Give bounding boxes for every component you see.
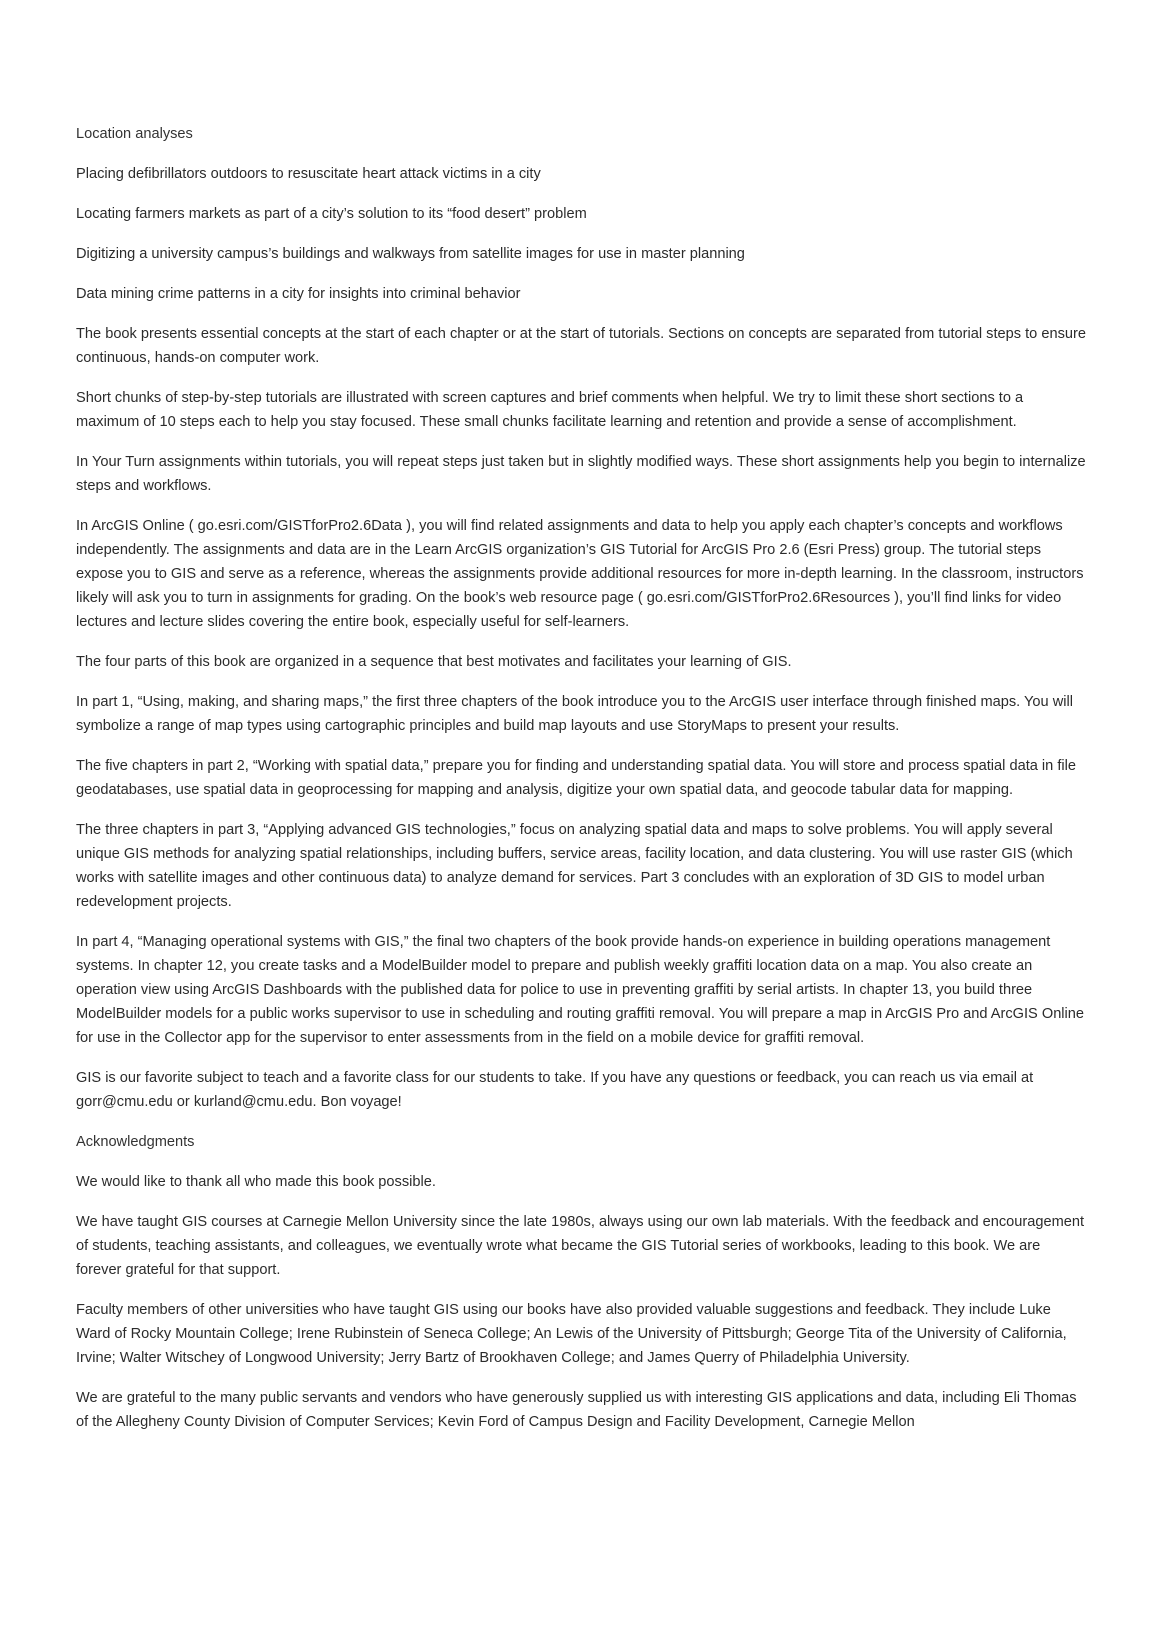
paragraph-favorite-subject: GIS is our favorite subject to teach and a favorite class for our students to take. If you have any questions or feedback, you can reach us via email at gorr@cmu.edu or kurland@cmu.edu. Bon voyage! — [76, 1070, 1034, 1110]
list-item-defibrillators: Placing defibrillators outdoors to resuscitate heart attack victims in a city — [76, 166, 541, 182]
paragraph-arcgis-online: In ArcGIS Online ( go.esri.com/GISTforPro2.6Data ), you will find related assignments and data to help you apply each chapter’s concepts and workflows independently. The assignments and data are in the Learn ArcGIS organization’s GIS Tutorial for ArcGIS Pro 2.6 (Esri Press) group. The tutorial steps expose you to GIS and serve as a reference, whereas the assignments provide additional resources for more in-depth learning. In the classroom, instructors likely will ask you to turn in assignments for grading. On the book’s web resource page ( go.esri.com/GISTforPro2.6Resources ), you’ll find links for video lectures and lecture slides covering the entire book, especially useful for self-learners. — [76, 518, 1084, 630]
paragraph-part-3: The three chapters in part 3, “Applying advanced GIS technologies,” focus on analyzing spatial data and maps to solve problems. You will apply several unique GIS methods for analyzing spatial relationships, including buffers, service areas, facility location, and data clustering. You will use raster GIS (which works with satellite images and other continuous data) to analyze demand for services. Part 3 concludes with an exploration of 3D GIS to model urban redevelopment projects. — [76, 822, 1073, 910]
paragraph-part-1: In part 1, “Using, making, and sharing maps,” the first three chapters of the book introduce you to the ArcGIS user interface through finished maps. You will symbolize a range of map types using cartographic principles and build map layouts and use StoryMaps to present your results. — [76, 694, 1073, 734]
list-item-digitizing-campus: Digitizing a university campus’s buildings and walkways from satellite images for use in master planning — [76, 246, 745, 262]
paragraph-thank-all: We would like to thank all who made this book possible. — [76, 1174, 436, 1190]
paragraph-carnegie-mellon: We have taught GIS courses at Carnegie Mellon University since the late 1980s, always using our own lab materials. With the feedback and encouragement of students, teaching assistants, and colleagues, we eventually wrote what became the GIS Tutorial series of workbooks, leading to this book. We are forever grateful for that support. — [76, 1214, 1085, 1278]
section-heading-location-analyses: Location analyses — [76, 126, 193, 142]
section-heading-acknowledgments: Acknowledgments — [76, 1134, 195, 1150]
list-item-data-mining-crime: Data mining crime patterns in a city for insights into criminal behavior — [76, 286, 521, 302]
paragraph-four-parts: The four parts of this book are organized in a sequence that best motivates and facilitates your learning of GIS. — [76, 654, 792, 670]
paragraph-your-turn: In Your Turn assignments within tutorials, you will repeat steps just taken but in slightly modified ways. These short assignments help you begin to internalize steps and workflows. — [76, 454, 1086, 494]
paragraph-faculty-members: Faculty members of other universities who have taught GIS using our books have also provided valuable suggestions and feedback. They include Luke Ward of Rocky Mountain College; Irene Rubinstein of Seneca College; An Lewis of the University of Pittsburgh; George Tita of the University of California, Irvine; Walter Witschey of Longwood University; Jerry Bartz of Brookhaven College; and James Querry of Philadelphia University. — [76, 1302, 1067, 1366]
list-item-farmers-markets: Locating farmers markets as part of a city’s solution to its “food desert” problem — [76, 206, 587, 222]
paragraph-part-4: In part 4, “Managing operational systems with GIS,” the final two chapters of the book provide hands-on experience in building operations management systems. In chapter 12, you create tasks and a ModelBuilder model to prepare and publish weekly graffiti location data on a map. You also create an operation view using ArcGIS Dashboards with the published data for police to use in preventing graffiti by serial artists. In chapter 13, you build three ModelBuilder models for a public works supervisor to use in scheduling and routing graffiti removal. You will prepare a map in ArcGIS Pro and ArcGIS Online for use in the Collector app for the supervisor to enter assessments from in the field on a mobile device for graffiti removal. — [76, 934, 1085, 1046]
paragraph-concepts: The book presents essential concepts at the start of each chapter or at the start of tutorials. Sections on concepts are separated from tutorial steps to ensure continuous, hands-on computer work. — [76, 326, 1086, 366]
document-page — [76, 122, 1088, 1450]
paragraph-part-2: The five chapters in part 2, “Working with spatial data,” prepare you for finding and understanding spatial data. You will store and process spatial data in file geodatabases, use spatial data in geoprocessing for mapping and analysis, digitize your own spatial data, and geocode tabular data for mapping. — [76, 758, 1076, 798]
paragraph-public-servants: We are grateful to the many public servants and vendors who have generously supplied us with interesting GIS applications and data, including Eli Thomas of the Allegheny County Division of Computer Services; Kevin Ford of Campus Design and Facility Development, Carnegie Mellon — [76, 1390, 1077, 1430]
paragraph-step-by-step: Short chunks of step-by-step tutorials are illustrated with screen captures and brief comments when helpful. We try to limit these short sections to a maximum of 10 steps each to help you stay focused. These small chunks facilitate learning and retention and provide a sense of accomplishment. — [76, 390, 1024, 430]
